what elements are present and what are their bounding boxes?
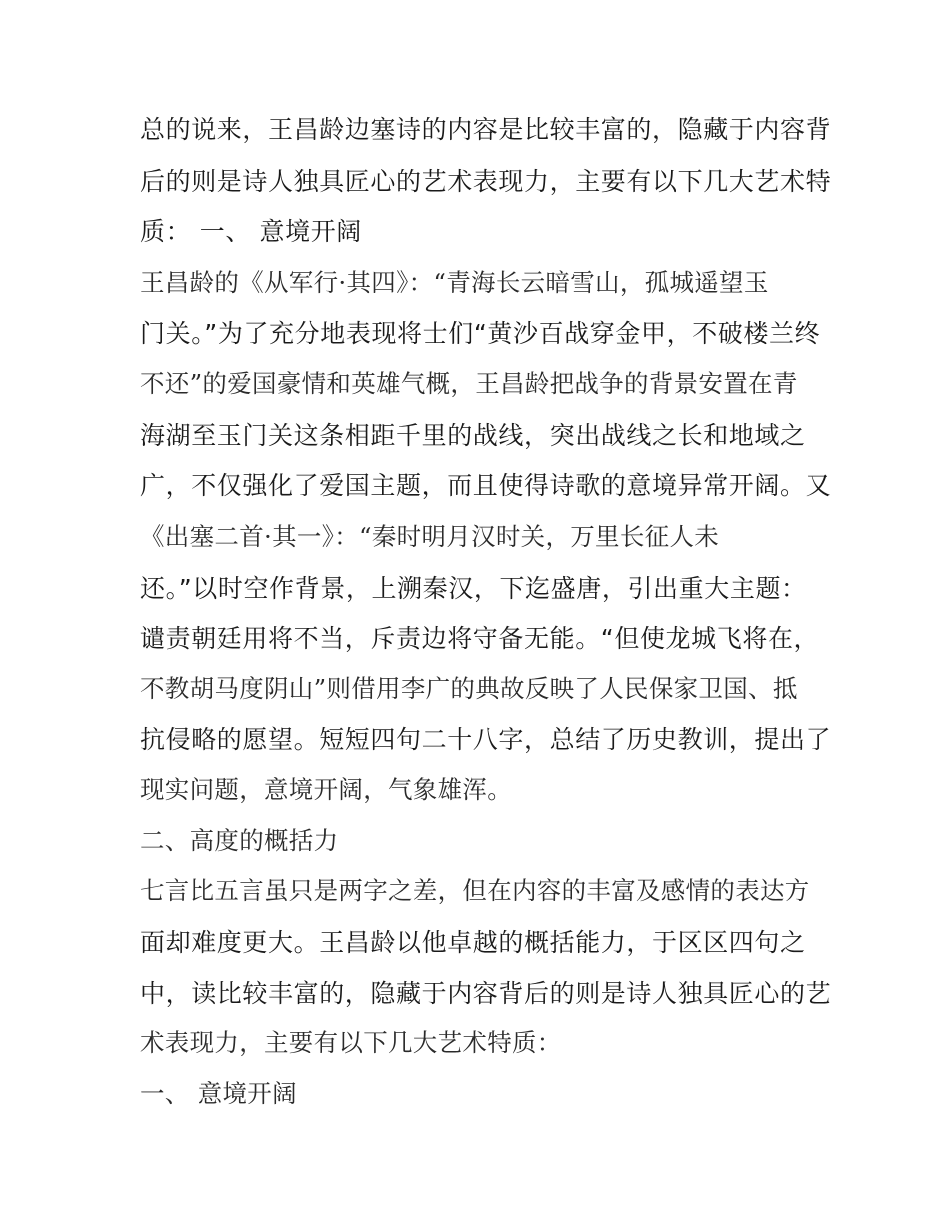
paragraph-line-17: 面却难度更大。王昌龄以他卓越的概括能力，于区区四句之 <box>140 928 806 957</box>
paragraph-line-9: 《出塞二首·其一》：“秦时明月汉时关，万里长征人未 <box>140 522 720 551</box>
paragraph-line-14: 现实问题，意境开阔，气象雄浑。 <box>140 775 512 804</box>
paragraph-line-1: 总的说来，王昌龄边塞诗的内容是比较丰富的，隐藏于内容背 <box>140 115 832 144</box>
paragraph-line-10: 还。”以时空作背景，上溯秦汉，下迄盛唐，引出重大主题： <box>140 574 807 603</box>
paragraph-line-7: 海湖至玉门关这条相距千里的战线，突出战线之长和地域之 <box>140 421 806 450</box>
paragraph-line-5: 门关。”为了充分地表现将士们“黄沙百战穿金甲，不破楼兰终 <box>140 319 821 348</box>
paragraph-line-16: 七言比五言虽只是两字之差，但在内容的丰富及感情的表达方 <box>140 876 810 905</box>
paragraph-line-8: 广，不仅强化了爱国主题，而且使得诗歌的意境异常开阔。又 <box>140 471 832 500</box>
paragraph-line-11: 谴责朝廷用将不当，斥责边将守备无能。“但使龙城飞将在， <box>140 624 820 653</box>
section-heading-line: 质： 一、 意境开阔 <box>140 217 362 246</box>
paragraph-line-6: 不还”的爱国豪情和英雄气概，王昌龄把战争的背景安置在青 <box>140 369 798 398</box>
paragraph-line-4: 王昌龄的《从军行·其四》：“青海长云暗雪山，孤城遥望玉 <box>140 268 769 297</box>
section-heading-3: 一、 意境开阔 <box>140 1079 297 1108</box>
paragraph-line-18: 中，读比较丰富的，隐藏于内容背后的则是诗人独具匠心的艺 <box>140 979 832 1008</box>
paragraph-line-13: 抗侵略的愿望。短短四句二十八字，总结了历史教训，提出了 <box>140 725 832 754</box>
paragraph-line-2: 后的则是诗人独具匠心的艺术表现力，主要有以下几大艺术特 <box>140 167 832 196</box>
section-heading-2: 二、高度的概括力 <box>140 826 339 855</box>
paragraph-line-12: 不教胡马度阴山”则借用李广的典故反映了人民保家卫国、抵 <box>140 674 798 703</box>
paragraph-line-19: 术表现力，主要有以下几大艺术特质： <box>140 1028 562 1057</box>
